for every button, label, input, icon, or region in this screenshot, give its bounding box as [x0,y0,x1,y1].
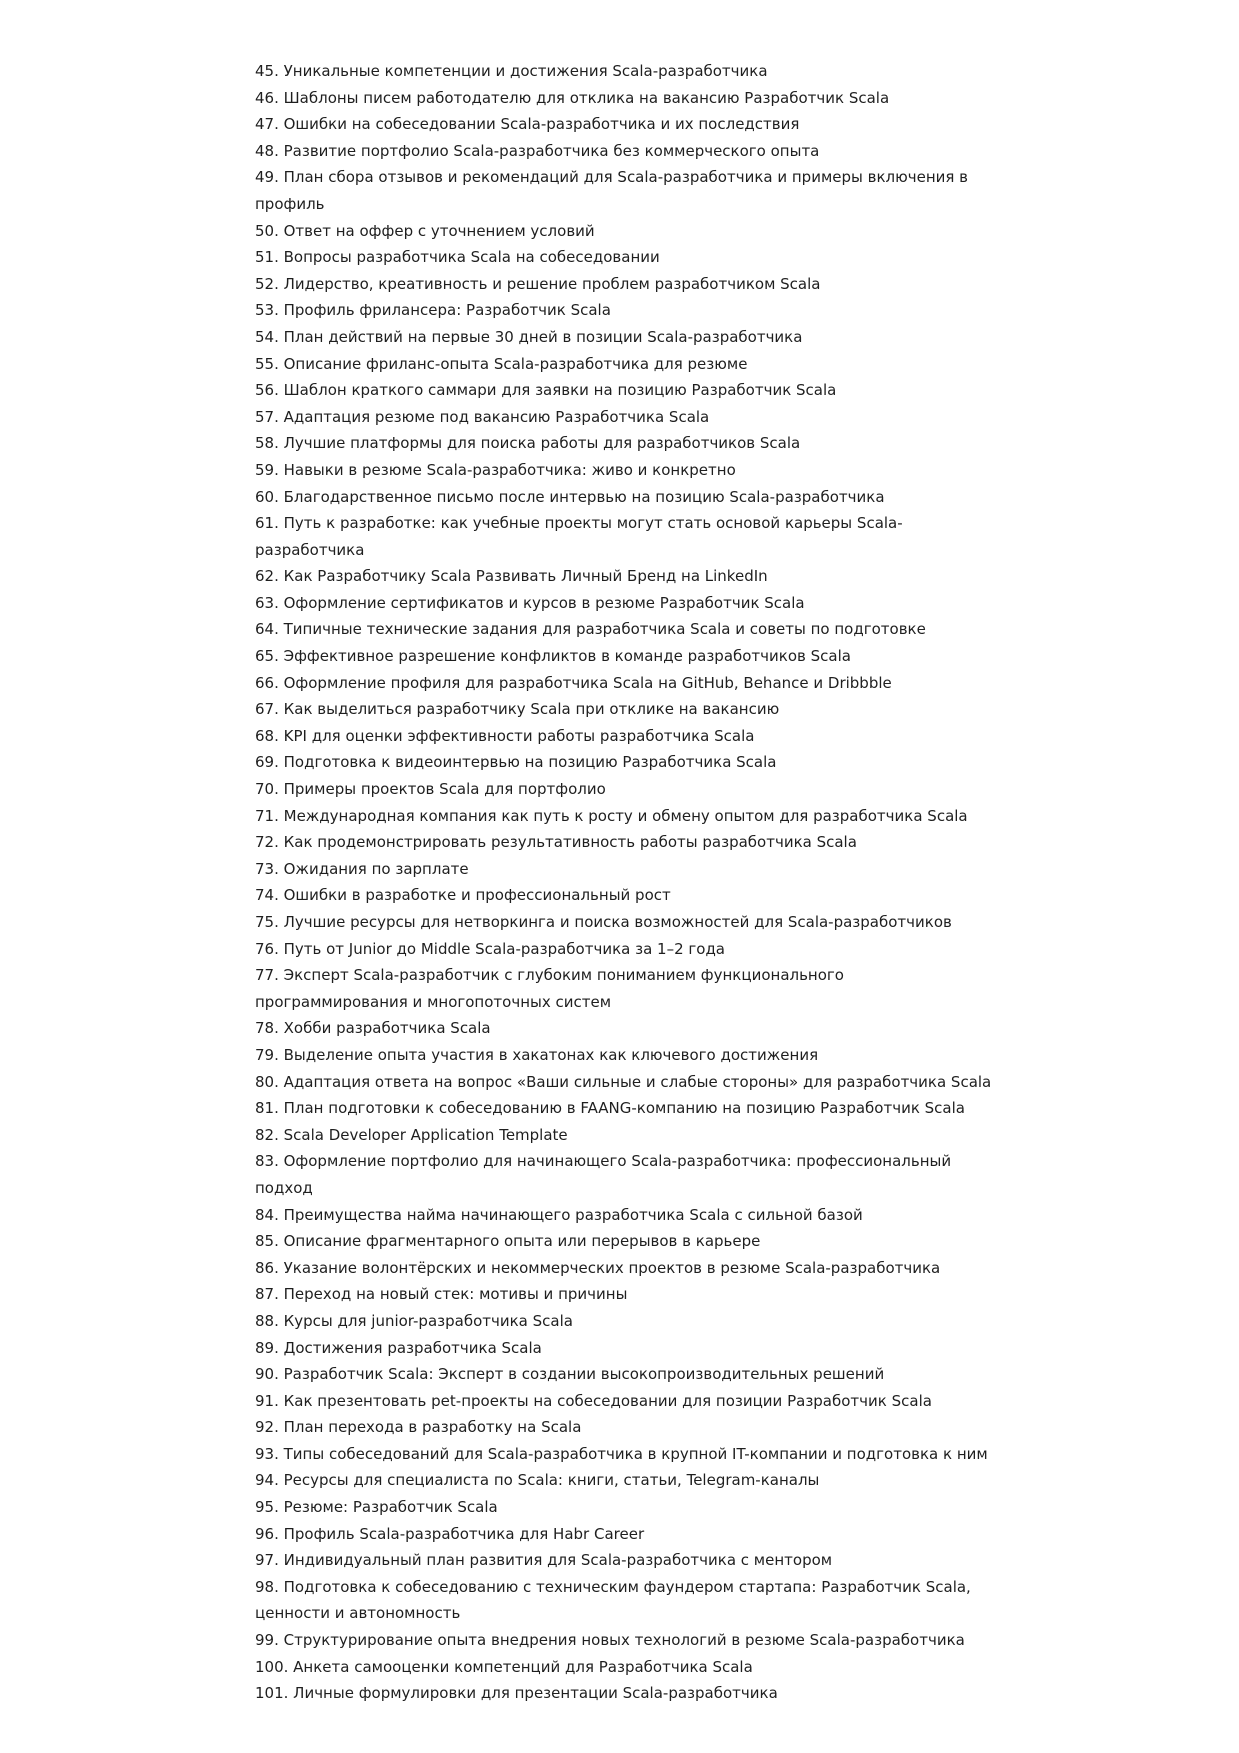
list-item: 46. Шаблоны писем работодателю для отклика на вакансию Разработчик Scala [255,88,890,107]
list-item: 49. План сбора отзывов и рекомендаций для Scala-разработчика и примеры включения в профиль [255,168,969,213]
list-item: 86. Указание волонтёрских и некоммерческих проектов в резюме Scala-разработчика [255,1258,941,1277]
list-item: 65. Эффективное разрешение конфликтов в команде разработчиков Scala [255,647,851,666]
list-item: 99. Структурирование опыта внедрения новых технологий в резюме Scala-разработчика [255,1631,965,1650]
list-item: 45. Уникальные компетенции и достижения Scala-разработчика [255,62,768,80]
list-item: 74. Ошибки в разработке и профессиональный рост [255,886,671,905]
list-item: 81. План подготовки к собеседованию в FAANG-компанию на позицию Разработчик Scala [255,1099,965,1118]
list-item: 47. Ошибки на собеседовании Scala-разработчика и их последствия [255,115,800,134]
list-item: 71. Международная компания как путь к росту и обмену опытом для разработчика Scala [255,806,968,825]
list-item: 92. План перехода в разработку на Scala [255,1418,582,1437]
list-item: 68. KPI для оценки эффективности работы разработчика Scala [255,726,755,745]
list-item: 78. Хобби разработчика Scala [255,1019,491,1038]
list-item: 50. Ответ на оффер с уточнением условий [255,221,595,240]
article-list [255,58,995,1707]
list-item: 91. Как презентовать pet-проекты на собеседовании для позиции Разработчик Scala [255,1391,932,1410]
list-item: 90. Разработчик Scala: Эксперт в создании высокопроизводительных решений [255,1365,885,1384]
list-item: 80. Адаптация ответа на вопрос «Ваши сильные и слабые стороны» для разработчика Scala [255,1072,992,1091]
list-item: 97. Индивидуальный план развития для Scala-разработчика с ментором [255,1551,833,1570]
list-item: 73. Ожидания по зарплате [255,859,469,878]
list-item: 72. Как продемонстрировать результативность работы разработчика Scala [255,833,857,852]
list-item: 85. Описание фрагментарного опыта или перерывов в карьере [255,1232,761,1251]
list-item: 79. Выделение опыта участия в хакатонах как ключевого достижения [255,1045,819,1064]
list-item: 69. Подготовка к видеоинтервью на позицию Разработчика Scala [255,753,777,772]
list-item: 75. Лучшие ресурсы для нетворкинга и поиска возможностей для Scala-разработчиков [255,913,952,931]
list-item: 64. Типичные технические задания для разработчика Scala и советы по подготовке [255,620,926,639]
list-item: 100. Анкета самооценки компетенций для Разработчика Scala [255,1657,753,1676]
list-item: 58. Лучшие платформы для поиска работы для разработчиков Scala [255,434,801,453]
list-item: 94. Ресурсы для специалиста по Scala: книги, статьи, Telegram-каналы [255,1471,820,1490]
list-item: 53. Профиль фрилансера: Разработчик Scala [255,301,611,320]
list-item: 66. Оформление профиля для разработчика Scala на GitHub, Behance и Dribbble [255,673,892,692]
list-item: 89. Достижения разработчика Scala [255,1338,542,1357]
list-item: 77. Эксперт Scala-разработчик с глубоким пониманием функционального программирования и многопоточных систем [255,966,844,1011]
list-item: 62. Как Разработчику Scala Развивать Личный Бренд на LinkedIn [255,567,768,586]
list-item: 76. Путь от Junior до Middle Scala-разработчика за 1–2 года [255,939,726,958]
list-item: 54. План действий на первые 30 дней в позиции Scala-разработчика [255,327,803,346]
list-item: 52. Лидерство, креативность и решение проблем разработчиком Scala [255,274,821,293]
list-item: 95. Резюме: Разработчик Scala [255,1498,498,1517]
list-item: 67. Как выделиться разработчику Scala при отклике на вакансию [255,700,780,719]
list-item: 57. Адаптация резюме под вакансию Разработчика Scala [255,407,710,426]
list-item: 93. Типы собеседований для Scala-разработчика в крупной IT-компании и подготовка к ним [255,1444,988,1463]
list-item: 82. Scala Developer Application Template [255,1125,568,1144]
list-item: 63. Оформление сертификатов и курсов в резюме Разработчик Scala [255,593,805,612]
list-item: 96. Профиль Scala-разработчика для Habr Career [255,1524,645,1543]
list-item: 84. Преимущества найма начинающего разработчика Scala с сильной базой [255,1205,863,1224]
list-item: 83. Оформление портфолио для начинающего Scala-разработчика: профессиональный подход [255,1152,952,1197]
list-item: 55. Описание фриланс-опыта Scala-разработчика для резюме [255,354,748,373]
list-item: 87. Переход на новый стек: мотивы и причины [255,1285,628,1304]
list-item: 88. Курсы для junior-разработчика Scala [255,1311,573,1330]
list-item: 59. Навыки в резюме Scala-разработчика: живо и конкретно [255,460,736,479]
list-item: 48. Развитие портфолио Scala-разработчика без коммерческого опыта [255,141,820,160]
list-item: 101. Личные формулировки для презентации Scala-разработчика [255,1684,778,1703]
list-item: 56. Шаблон краткого саммари для заявки на позицию Разработчик Scala [255,381,837,400]
list-item: 51. Вопросы разработчика Scala на собеседовании [255,248,660,267]
list-item: 70. Примеры проектов Scala для портфолио [255,780,606,799]
list-item: 98. Подготовка к собеседованию с техническим фаундером стартапа: Разработчик Scala, ценности и автономность [255,1577,971,1623]
list-item: 60. Благодарственное письмо после интервью на позицию Scala-разработчика [255,487,885,506]
list-item: 61. Путь к разработке: как учебные проекты могут стать основой карьеры Scala-разработчика [255,514,903,559]
